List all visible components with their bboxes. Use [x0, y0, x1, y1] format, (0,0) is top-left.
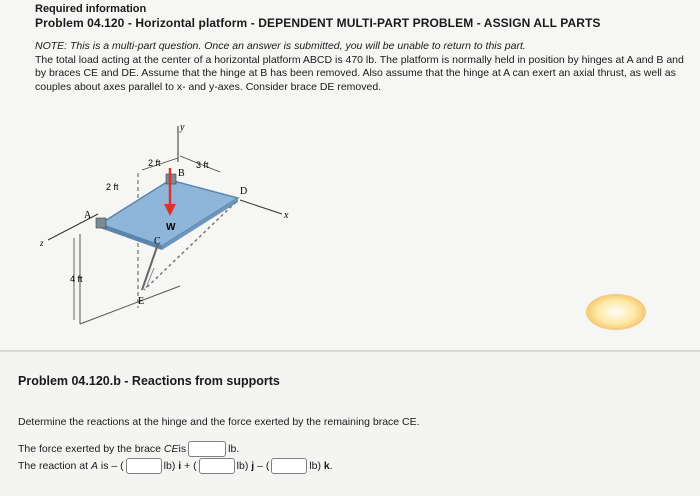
a-minus: – (: [254, 460, 270, 472]
label-e: E: [138, 296, 145, 307]
required-info-label: Required information: [35, 3, 147, 15]
screen-glare: [586, 294, 646, 330]
label-w: W: [166, 222, 176, 233]
label-d: D: [240, 186, 248, 197]
label-2ft-left: 2 ft: [106, 182, 119, 192]
a-k-input[interactable]: [271, 458, 307, 474]
a-j-vector: j: [251, 460, 255, 472]
label-z: z: [40, 238, 44, 248]
label-a: A: [84, 210, 92, 221]
ce-var: CE: [163, 443, 179, 455]
hinge-a: [96, 218, 106, 228]
ce-unit: lb.: [228, 443, 240, 455]
a-k-vector: k: [323, 460, 330, 472]
answer-row-ce: [18, 441, 239, 457]
a-end: .: [329, 460, 333, 472]
label-b: B: [178, 168, 185, 179]
ce-prefix: The force exerted by the brace: [18, 443, 164, 455]
label-2ft-top: 2 ft: [148, 158, 161, 168]
ce-force-input[interactable]: [188, 441, 226, 457]
label-c: C: [154, 236, 161, 247]
problem-description: [35, 40, 690, 94]
a-var: A: [90, 460, 98, 472]
a-unit-j: lb): [236, 460, 252, 472]
label-4ft: 4 ft: [70, 274, 83, 284]
a-i-vector: i: [178, 460, 182, 472]
brace-ce: [142, 244, 158, 290]
a-j-input[interactable]: [199, 458, 235, 474]
a-i-input[interactable]: [126, 458, 162, 474]
label-3ft: 3 ft: [196, 160, 209, 170]
x-axis: [240, 200, 282, 214]
ground-line: [80, 286, 180, 324]
multipart-note: NOTE: This is a multi-part question. Once an answer is submitted, you will be unable to return to this part.: [35, 40, 526, 52]
a-prefix: The reaction at: [18, 460, 91, 472]
ce-mid: is: [178, 443, 187, 455]
answer-row-a: [18, 458, 333, 474]
part-title: Problem 04.120.b - Reactions from supports: [18, 374, 280, 388]
label-y: y: [180, 122, 185, 133]
platform-figure: [30, 118, 330, 336]
part-question: Determine the reactions at the hinge and the force exerted by the remaining brace CE.: [18, 416, 420, 428]
section-divider: [0, 350, 700, 352]
problem-statement: The total load acting at the center of a horizontal platform ABCD is 470 lb. The platform is normally held in position by hinges at A and B and by braces CE and DE. Assume that the hinge at B has been removed. Also assume that the hinge at A can exert an axial thrust, as well as couples about axes parallel to x- and y-axes. Consider brace DE removed.: [35, 53, 684, 93]
label-x: x: [284, 210, 289, 221]
a-is: is – (: [97, 460, 124, 472]
a-unit-i: lb): [163, 460, 179, 472]
a-plus: + (: [181, 460, 197, 472]
problem-title: Problem 04.120 - Horizontal platform - DEPENDENT MULTI-PART PROBLEM - ASSIGN ALL PARTS: [35, 16, 601, 30]
a-unit-k: lb): [309, 460, 324, 472]
